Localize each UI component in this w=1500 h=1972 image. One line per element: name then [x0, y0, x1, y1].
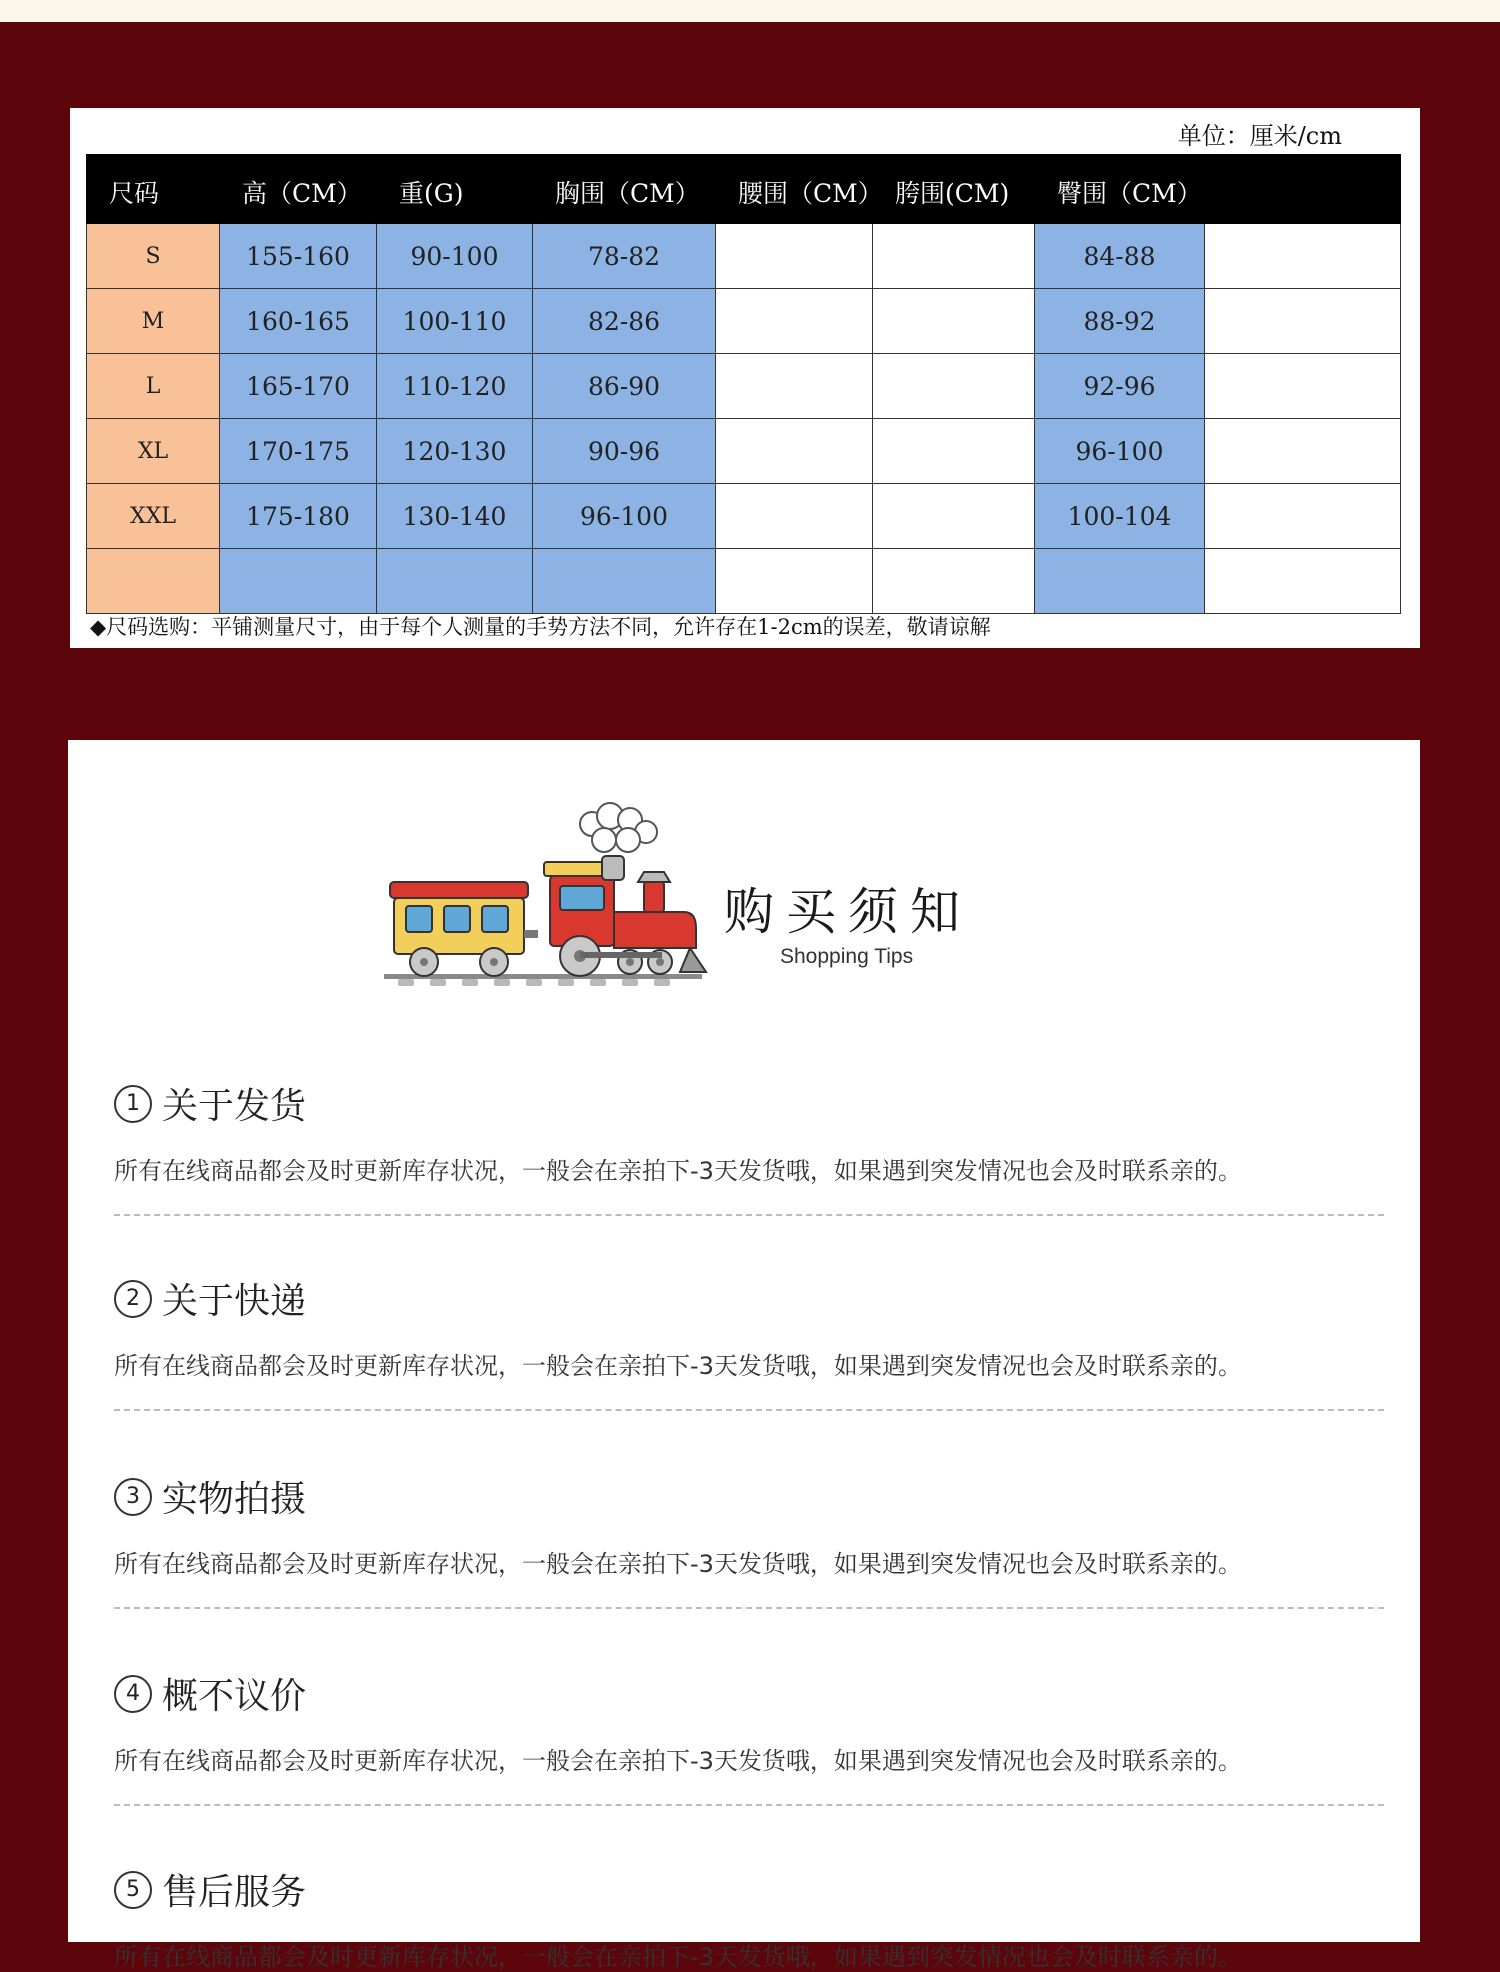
tip-number: 5 [114, 1871, 152, 1909]
cell-chest: 82-86 [533, 289, 716, 354]
cell-height: 175-180 [220, 484, 377, 549]
cell-size: XL [87, 419, 220, 484]
tip-heading [114, 1864, 1394, 1915]
size-footnote: ◆尺码选购：平铺测量尺寸，由于每个人测量的手势方法不同，允许存在1-2cm的误差，敬请谅解 [90, 615, 991, 639]
cell-hip: 96-100 [1035, 419, 1205, 484]
tip-heading-label: 关于快递 [162, 1281, 307, 1322]
cell-waist [716, 549, 873, 614]
cell-waist [716, 354, 873, 419]
header-weight: 重(G) [377, 155, 533, 224]
tip-heading-label: 概不议价 [162, 1676, 307, 1717]
tip-item-real-photo [114, 1471, 1394, 1609]
cell-weight: 90-100 [377, 224, 533, 289]
cell-height: 155-160 [220, 224, 377, 289]
shopping-tips-panel [68, 740, 1420, 1971]
divider [114, 1214, 1384, 1216]
cell-waist [716, 419, 873, 484]
header-chest: 胸围（CM） [533, 155, 716, 224]
cell-hip-span [873, 289, 1035, 354]
cell-chest [533, 549, 716, 614]
tip-number: 1 [114, 1085, 152, 1123]
cell-hip [1035, 549, 1205, 614]
tip-heading-label: 实物拍摄 [162, 1479, 307, 1520]
tip-heading [114, 1273, 1394, 1324]
cell-size: S [87, 224, 220, 289]
header-extra [1205, 155, 1401, 224]
cell-hip-span [873, 224, 1035, 289]
cell-chest: 86-90 [533, 354, 716, 419]
table-row [87, 354, 1401, 419]
tip-number: 2 [114, 1280, 152, 1318]
tip-heading-label: 关于发货 [162, 1086, 307, 1127]
cell-extra [1205, 549, 1401, 614]
cell-extra [1205, 484, 1401, 549]
cell-extra [1205, 289, 1401, 354]
tip-heading-label: 售后服务 [162, 1872, 307, 1913]
tip-item-after-sales [114, 1864, 1394, 1972]
divider [114, 1804, 1384, 1806]
cell-chest: 90-96 [533, 419, 716, 484]
tips-subtitle: Shopping Tips [780, 945, 914, 968]
tip-item-no-bargain [114, 1668, 1394, 1806]
header-height: 高（CM） [220, 155, 377, 224]
size-chart-panel [70, 108, 1420, 648]
cell-hip-span [873, 484, 1035, 549]
size-table-header [87, 155, 1401, 224]
divider [114, 1409, 1384, 1411]
tips-title: 购买须知 [724, 883, 972, 941]
cell-weight: 110-120 [377, 354, 533, 419]
header-waist: 腰围（CM） [716, 155, 873, 224]
cell-height: 170-175 [220, 419, 377, 484]
table-row [87, 549, 1401, 614]
tip-heading [114, 1668, 1394, 1719]
cell-waist [716, 484, 873, 549]
tip-heading [114, 1078, 1394, 1129]
cell-hip-span [873, 419, 1035, 484]
tip-number: 4 [114, 1675, 152, 1713]
cell-weight: 100-110 [377, 289, 533, 354]
cell-chest: 96-100 [533, 484, 716, 549]
cell-hip-span [873, 549, 1035, 614]
cell-waist [716, 289, 873, 354]
cell-extra [1205, 224, 1401, 289]
header-hip: 臀围（CM） [1035, 155, 1205, 224]
cell-hip: 92-96 [1035, 354, 1205, 419]
cell-extra [1205, 354, 1401, 419]
cell-hip-span [873, 354, 1035, 419]
header-hip-span: 胯围(CM) [873, 155, 1035, 224]
divider [114, 1607, 1384, 1609]
tip-item-shipping [114, 1078, 1394, 1216]
cell-height [220, 549, 377, 614]
table-row [87, 419, 1401, 484]
table-row [87, 289, 1401, 354]
tip-body: 所有在线商品都会及时更新库存状况，一般会在亲拍下-3天发货哦，如果遇到突发情况也会及时联系亲的。 [114, 1352, 1242, 1380]
tip-number: 3 [114, 1478, 152, 1516]
header-size: 尺码 [87, 155, 220, 224]
table-row [87, 224, 1401, 289]
tip-item-express [114, 1273, 1394, 1411]
cell-weight: 120-130 [377, 419, 533, 484]
cell-chest: 78-82 [533, 224, 716, 289]
table-row [87, 484, 1401, 549]
cell-weight [377, 549, 533, 614]
size-table [86, 154, 1401, 614]
cell-hip: 100-104 [1035, 484, 1205, 549]
cell-size: XXL [87, 484, 220, 549]
tip-body: 所有在线商品都会及时更新库存状况，一般会在亲拍下-3天发货哦，如果遇到突发情况也会及时联系亲的。 [114, 1550, 1242, 1578]
cell-hip: 84-88 [1035, 224, 1205, 289]
tip-heading [114, 1471, 1394, 1522]
top-strip [0, 0, 1500, 22]
cell-waist [716, 224, 873, 289]
tip-body: 所有在线商品都会及时更新库存状况，一般会在亲拍下-3天发货哦，如果遇到突发情况也会及时联系亲的。 [114, 1747, 1242, 1775]
unit-note: 单位：厘米/cm [1177, 122, 1342, 150]
cell-size [87, 549, 220, 614]
cell-extra [1205, 419, 1401, 484]
cell-height: 160-165 [220, 289, 377, 354]
cell-weight: 130-140 [377, 484, 533, 549]
cell-hip: 88-92 [1035, 289, 1205, 354]
tip-body: 所有在线商品都会及时更新库存状况，一般会在亲拍下-3天发货哦，如果遇到突发情况也会及时联系亲的。 [114, 1157, 1242, 1185]
tip-body: 所有在线商品都会及时更新库存状况，一般会在亲拍下-3天发货哦，如果遇到突发情况也会及时联系亲的。 [114, 1943, 1242, 1971]
cell-size: M [87, 289, 220, 354]
cell-height: 165-170 [220, 354, 377, 419]
cell-size: L [87, 354, 220, 419]
